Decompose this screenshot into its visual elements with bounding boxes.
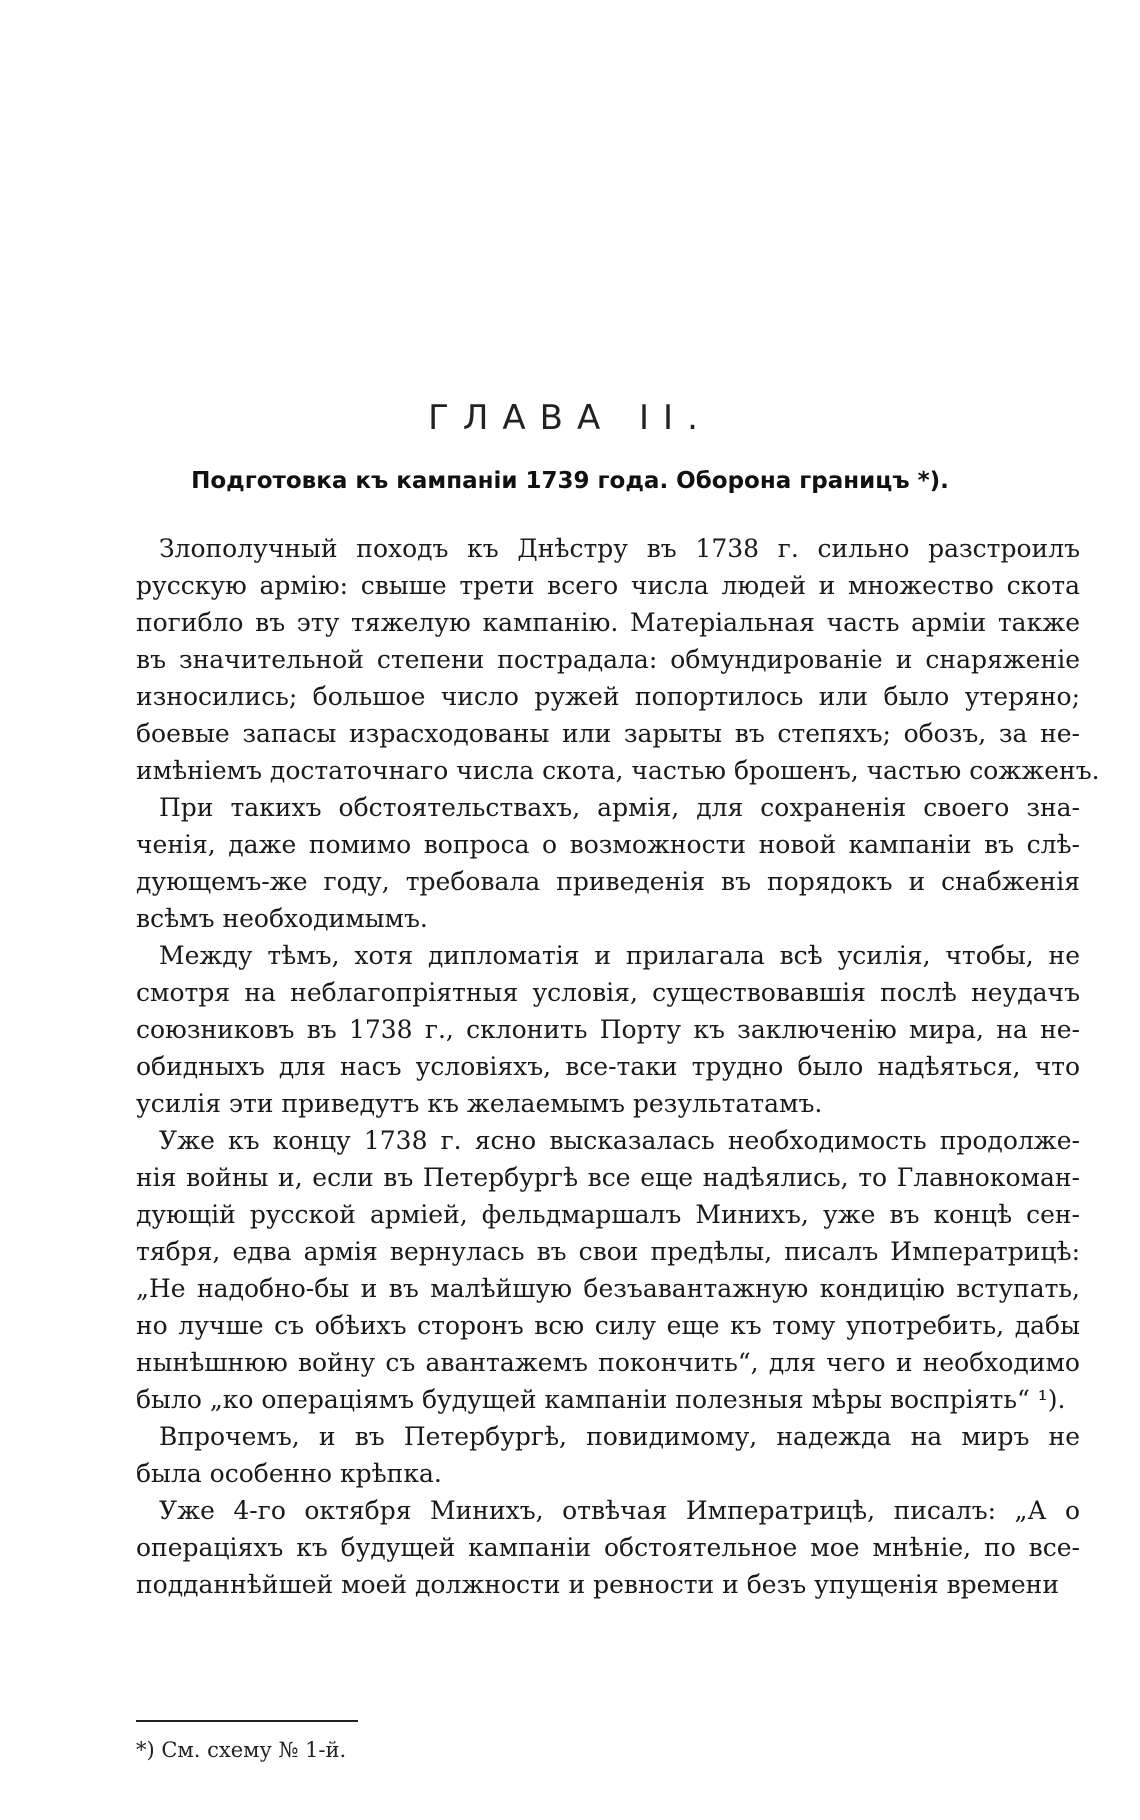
text-line (136, 641, 1080, 678)
text-line (136, 1196, 1080, 1233)
text-line (136, 789, 1080, 826)
paragraph (136, 1122, 1080, 1418)
text-line (136, 604, 1080, 641)
text-line (136, 1529, 1080, 1566)
text-line-content: „Не надобно-бы и въ малѣйшую безъавантажную кондицію вступать, (136, 1274, 1080, 1303)
text-line (136, 752, 1100, 789)
text-line-content: тября, едва армія вернулась въ свои предѣлы, писалъ Императрицѣ: (136, 1237, 1080, 1266)
text-line (136, 1159, 1080, 1196)
text-line (136, 530, 1080, 567)
text-line-content: была особенно крѣпка. (136, 1459, 442, 1488)
text-line (136, 1085, 1080, 1122)
chapter-heading: ГЛАВА II. (428, 398, 712, 438)
text-line-content: Уже къ концу 1738 г. ясно высказалась необходимость продолже- (159, 1126, 1080, 1155)
text-line-content: но лучше съ обѣихъ сторонъ всю силу еще къ тому употребить, дабы (136, 1311, 1080, 1340)
text-line-content: боевые запасы израсходованы или зарыты въ степяхъ; обозъ, за не- (136, 719, 1080, 748)
text-line (136, 678, 1080, 715)
text-line-content: въ значительной степени пострадала: обмундированіе и снаряженіе (136, 645, 1080, 674)
text-line-content: союзниковъ въ 1738 г., склонить Порту къ заключенію мира, на не- (136, 1015, 1080, 1044)
text-line-content: подданнѣйшей моей должности и ревности и безъ упущенія времени (136, 1570, 1060, 1599)
text-line-content: смотря на неблагопріятныя условія, существовавшія послѣ неудачъ (136, 978, 1080, 1007)
text-line (136, 1381, 1080, 1418)
text-line-content: ченія, даже помимо вопроса о возможности новой кампаніи въ слѣ- (136, 830, 1080, 859)
text-line-content: усилія эти приведутъ къ желаемымъ результатамъ. (136, 1089, 823, 1118)
text-line (136, 863, 1080, 900)
text-line-content: При такихъ обстоятельствахъ, армія, для сохраненія своего зна- (159, 793, 1080, 822)
text-line (136, 900, 1080, 937)
text-line (136, 1270, 1080, 1307)
chapter-subtitle: Подготовка къ кампаніи 1739 года. Оборона границъ *). (191, 468, 949, 494)
text-line (136, 826, 1080, 863)
text-line (136, 567, 1080, 604)
text-line (136, 974, 1080, 1011)
text-line-content: Впрочемъ, и въ Петербургѣ, повидимому, надежда на миръ не (159, 1422, 1080, 1451)
text-line-content: операціяхъ къ будущей кампаніи обстоятельное мое мнѣніе, по все- (136, 1533, 1080, 1562)
text-line (136, 1011, 1080, 1048)
text-line (136, 1344, 1080, 1381)
text-line (136, 1418, 1080, 1455)
text-line (136, 1492, 1080, 1529)
paragraph (136, 530, 1100, 789)
text-line-content: износились; большое число ружей попортилось или было утеряно; (136, 682, 1080, 711)
text-line (136, 1233, 1080, 1270)
text-line-content: Злополучный походъ къ Днѣстру въ 1738 г. сильно разстроилъ (159, 534, 1080, 563)
text-line (136, 1122, 1080, 1159)
text-line-content: имѣніемъ достаточнаго числа скота, частью брошенъ, частью сожженъ. (136, 756, 1100, 785)
text-line-content: дующій русской арміей, фельдмаршалъ Минихъ, уже въ концѣ сен- (136, 1200, 1080, 1229)
text-line (136, 715, 1080, 752)
paragraph (136, 789, 1080, 937)
body-text (136, 530, 1100, 1603)
paragraph (136, 1418, 1080, 1492)
text-line-content: Между тѣмъ, хотя дипломатія и прилагала всѣ усилія, чтобы, не (159, 941, 1080, 970)
text-line-content: погибло въ эту тяжелую кампанію. Матеріальная часть арміи также (136, 608, 1080, 637)
text-line (136, 937, 1080, 974)
paragraph (136, 1492, 1080, 1603)
text-line-content: Уже 4-го октября Минихъ, отвѣчая Императрицѣ, писалъ: „А о (159, 1496, 1080, 1525)
text-line (136, 1048, 1080, 1085)
text-line (136, 1455, 1080, 1492)
text-line-content: дующемъ-же году, требовала приведенія въ порядокъ и снабженія (136, 867, 1080, 896)
text-line (136, 1566, 1080, 1603)
text-line-content: нынѣшнюю войну съ авантажемъ покончить“, для чего и необходимо (136, 1348, 1080, 1377)
text-line (136, 1307, 1080, 1344)
paragraph (136, 937, 1080, 1122)
footnote-divider (136, 1720, 358, 1722)
text-line-content: русскую армію: свыше трети всего числа людей и множество скота (136, 571, 1080, 600)
footnote: *) См. схему № 1-й. (136, 1738, 347, 1762)
text-line-content: обидныхъ для насъ условіяхъ, все-таки трудно было надѣяться, что (136, 1052, 1080, 1081)
text-line-content: всѣмъ необходимымъ. (136, 904, 428, 933)
text-line-content: нія войны и, если въ Петербургѣ все еще надѣялись, то Главнокоман- (136, 1163, 1080, 1192)
text-line-content: было „ко операціямъ будущей кампаніи полезныя мѣры воспріять“ ¹). (136, 1385, 1066, 1414)
